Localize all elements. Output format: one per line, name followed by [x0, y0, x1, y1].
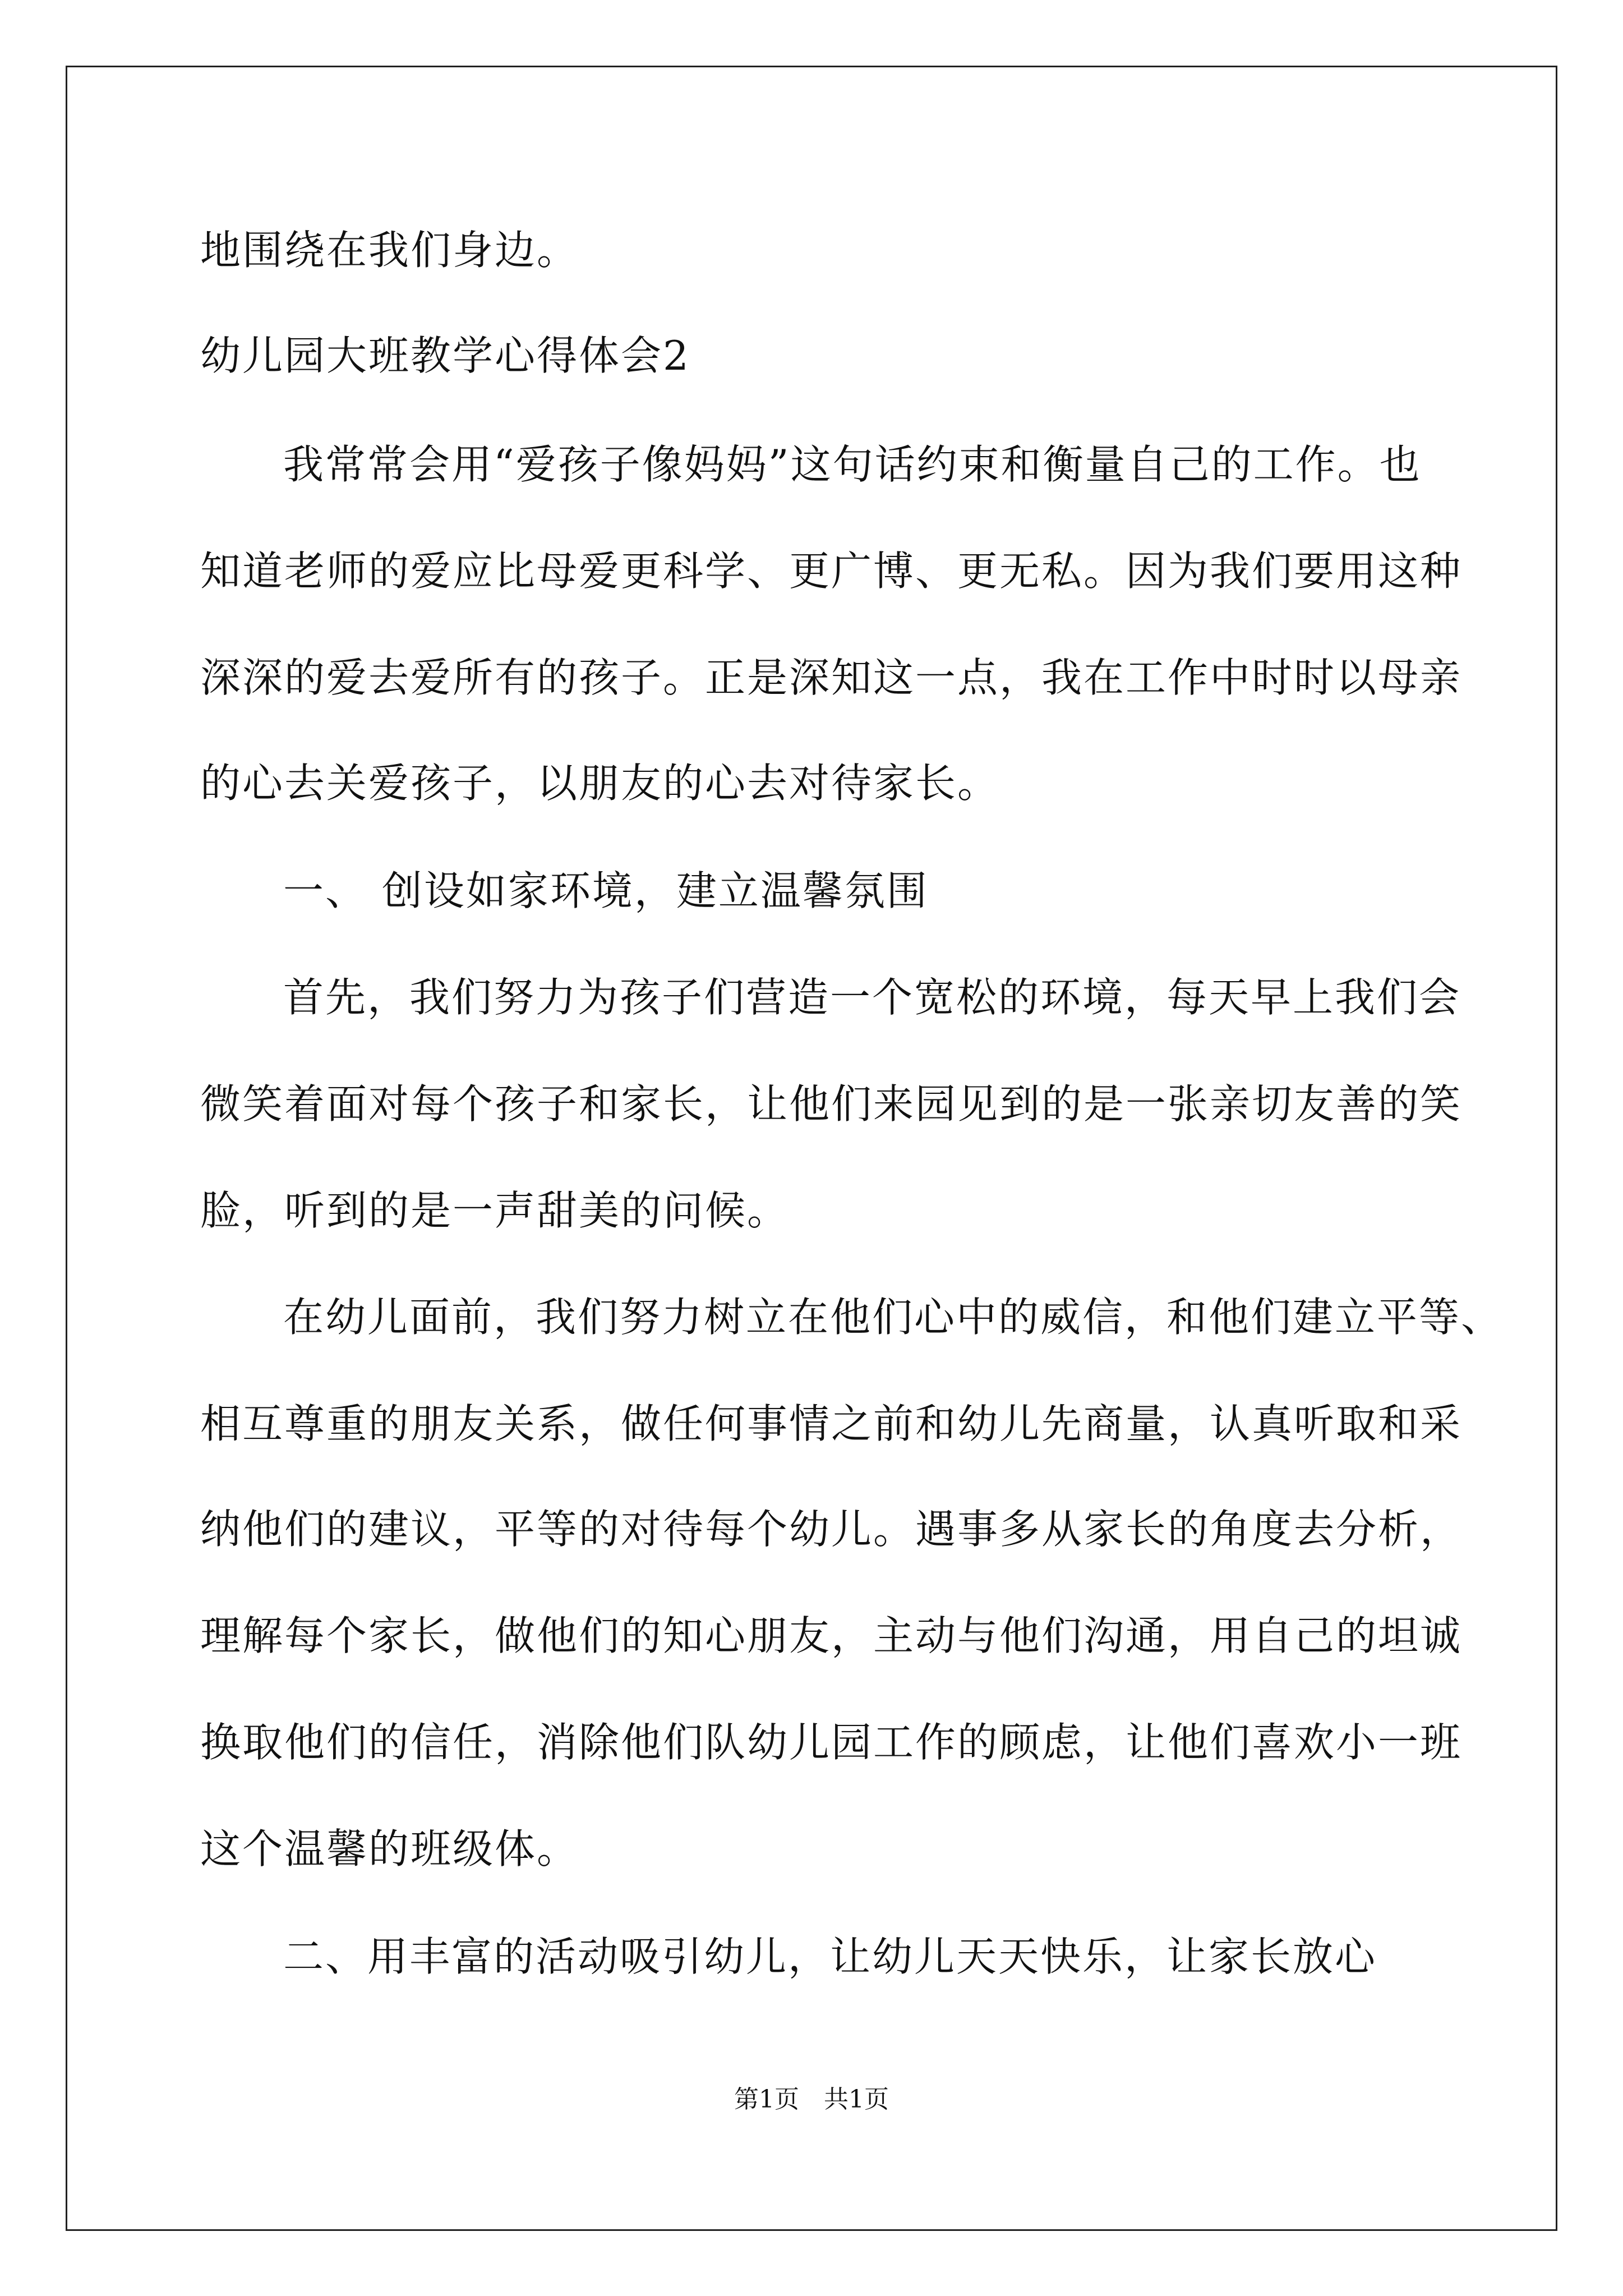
- text-line: 深深的爱去爱所有的孩子。正是深知这一点，我在工作中时时以母亲: [200, 654, 1463, 701]
- text-line: 知道老师的爱应比母爱更科学、更广博、更无私。因为我们要用这种: [200, 547, 1463, 595]
- text-line: 理解每个家长，做他们的知心朋友，主动与他们沟通，用自己的坦诚: [200, 1612, 1463, 1659]
- text-line: 换取他们的信任，消除他们队幼儿园工作的顾虑，让他们喜欢小一班: [200, 1719, 1463, 1766]
- text-line: 相互尊重的朋友关系，做任何事情之前和幼儿先商量，认真听取和采: [200, 1400, 1463, 1447]
- text-line: 脸，听到的是一声甜美的问候。: [200, 1187, 790, 1234]
- text-line: 在幼儿面前，我们努力树立在他们心中的威信，和他们建立平等、: [283, 1294, 1504, 1341]
- text-line: 纳他们的建议，平等的对待每个幼儿。遇事多从家长的角度去分析，: [200, 1506, 1463, 1553]
- page-border: [66, 66, 1557, 2231]
- text-line: 微笑着面对每个孩子和家长，让他们来园见到的是一张亲切友善的笑: [200, 1080, 1463, 1128]
- subheading: 一、 创设如家环境，建立温馨氛围: [283, 867, 929, 914]
- text-line: 这个温馨的班级体。: [200, 1825, 579, 1872]
- text-line: 地围绕在我们身边。: [200, 227, 579, 274]
- text-line: 我常常会用“爱孩子像妈妈”这句话约束和衡量自己的工作。也: [283, 441, 1422, 488]
- text-line: 首先，我们努力为孩子们营造一个宽松的环境，每天早上我们会: [283, 974, 1461, 1021]
- page-number-footer: 第1页 共1页: [734, 2085, 889, 2114]
- subheading: 二、用丰富的活动吸引幼儿，让幼儿天天快乐，让家长放心: [283, 1933, 1377, 1980]
- section-title: 幼儿园大班教学心得体会2: [200, 332, 690, 379]
- text-line: 的心去关爱孩子，以朋友的心去对待家长。: [200, 760, 1000, 807]
